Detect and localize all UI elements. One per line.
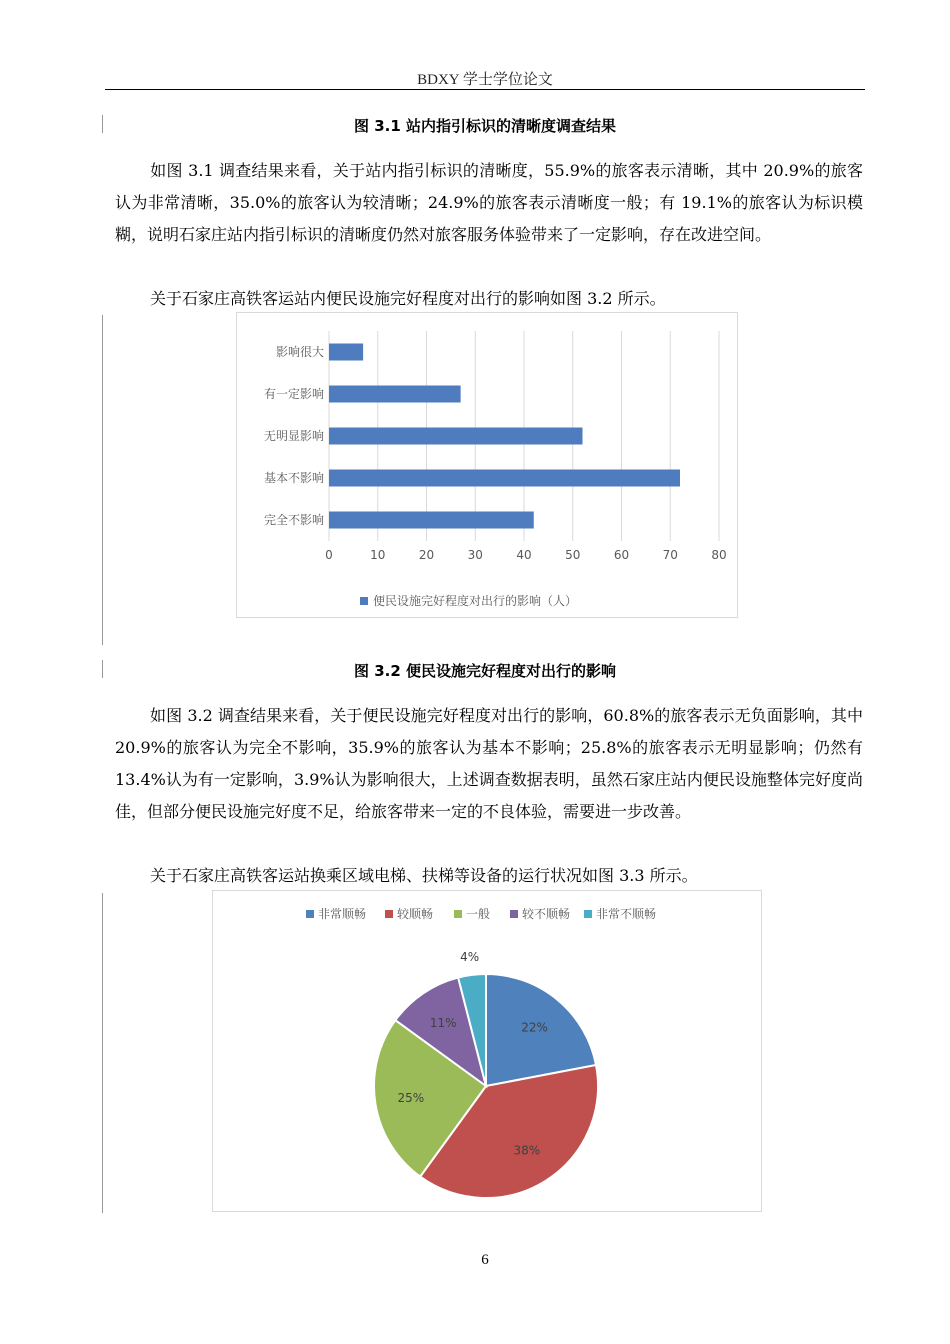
category-label: 基本不影响 — [263, 471, 324, 485]
legend-swatch — [385, 910, 393, 918]
pie-chart — [213, 891, 761, 1211]
category-label: 影响很大 — [275, 345, 324, 359]
legend-label: 非常顺畅 — [318, 907, 367, 921]
paragraph-fig32-intro — [115, 283, 863, 315]
figure-3-1-caption: 图 3.1 站内指引标识的清晰度调查结果 — [353, 117, 617, 135]
paragraph-text: 关于石家庄高铁客运站内便民设施完好程度对出行的影响如图 3.2 所示。 — [150, 289, 666, 308]
x-tick-label: 80 — [711, 548, 727, 562]
legend-label: 较不顺畅 — [522, 907, 571, 921]
legend-label: 非常不顺畅 — [596, 907, 657, 921]
x-tick-label: 50 — [565, 548, 581, 562]
legend-swatch — [306, 910, 314, 918]
paragraph-text: 关于石家庄高铁客运站换乘区域电梯、扶梯等设备的运行状况如图 3.3 所示。 — [150, 866, 698, 885]
legend-swatch — [454, 910, 462, 918]
slice-label: 4% — [460, 950, 480, 965]
slice-label: 38% — [513, 1143, 541, 1158]
category-label: 无明显影响 — [263, 429, 324, 443]
slice-label: 22% — [521, 1020, 548, 1035]
figure-3-2-caption: 图 3.2 便民设施完好程度对出行的影响 — [353, 662, 617, 680]
slice-label: 11% — [429, 1016, 457, 1031]
margin-mark — [102, 893, 103, 1213]
legend-label: 便民设施完好程度对出行的影响（人） — [373, 594, 578, 608]
bar-chart — [237, 313, 737, 617]
legend-label: 较顺畅 — [397, 907, 434, 921]
x-tick-label: 20 — [418, 548, 435, 562]
bar — [329, 386, 461, 403]
bar — [329, 512, 534, 529]
x-tick-label: 70 — [662, 548, 678, 562]
bar — [329, 344, 363, 361]
pie-chart-frame — [212, 890, 762, 1212]
x-tick-label: 60 — [613, 548, 630, 562]
legend-swatch — [510, 910, 518, 918]
bar — [329, 470, 680, 487]
margin-mark — [102, 315, 103, 645]
page-header: BDXY 学士学位论文 — [417, 72, 553, 88]
category-label: 有一定影响 — [263, 387, 324, 401]
category-label: 完全不影响 — [263, 513, 324, 527]
x-tick-label: 40 — [516, 548, 532, 562]
paragraph-fig31-analysis — [115, 155, 863, 251]
paragraph-fig32-analysis — [115, 700, 863, 828]
page-number: 6 — [481, 1252, 489, 1268]
legend-label: 一般 — [466, 907, 491, 921]
paragraph-fig33-intro — [115, 860, 863, 892]
legend-swatch — [584, 910, 592, 918]
x-tick-label: 0 — [325, 548, 333, 562]
paragraph-text: 如图 3.2 调查结果来看，关于便民设施完好程度对出行的影响，60.8%的旅客表示无负面影响，其中 20.9%的旅客认为完全不影响，35.9%的旅客认为基本不影响；25.8%的旅客表示无明显影响；仍然有 13.4%认为有一定影响，3.9%认为影响很大，上述调查数据表明，虽然石家庄站内便民设施整体完好度尚佳，但部分便民设施完好度不足，给旅客带来一定的不良体验，需要进一步改善。 — [115, 706, 863, 821]
margin-mark — [102, 660, 103, 678]
margin-mark — [102, 115, 103, 133]
slice-label: 25% — [397, 1090, 425, 1105]
legend-swatch — [360, 597, 368, 605]
header-rule — [105, 89, 865, 90]
x-tick-label: 10 — [370, 548, 386, 562]
x-tick-label: 30 — [467, 548, 483, 562]
bar — [329, 428, 583, 445]
paragraph-text: 如图 3.1 调查结果来看，关于站内指引标识的清晰度，55.9%的旅客表示清晰，其中 20.9%的旅客认为非常清晰，35.0%的旅客认为较清晰；24.9%的旅客表示清晰度一般；有 19.1%的旅客认为标识模糊，说明石家庄站内指引标识的清晰度仍然对旅客服务体验带来了一定影响，存在改进空间。 — [115, 161, 863, 244]
bar-chart-frame — [236, 312, 738, 618]
